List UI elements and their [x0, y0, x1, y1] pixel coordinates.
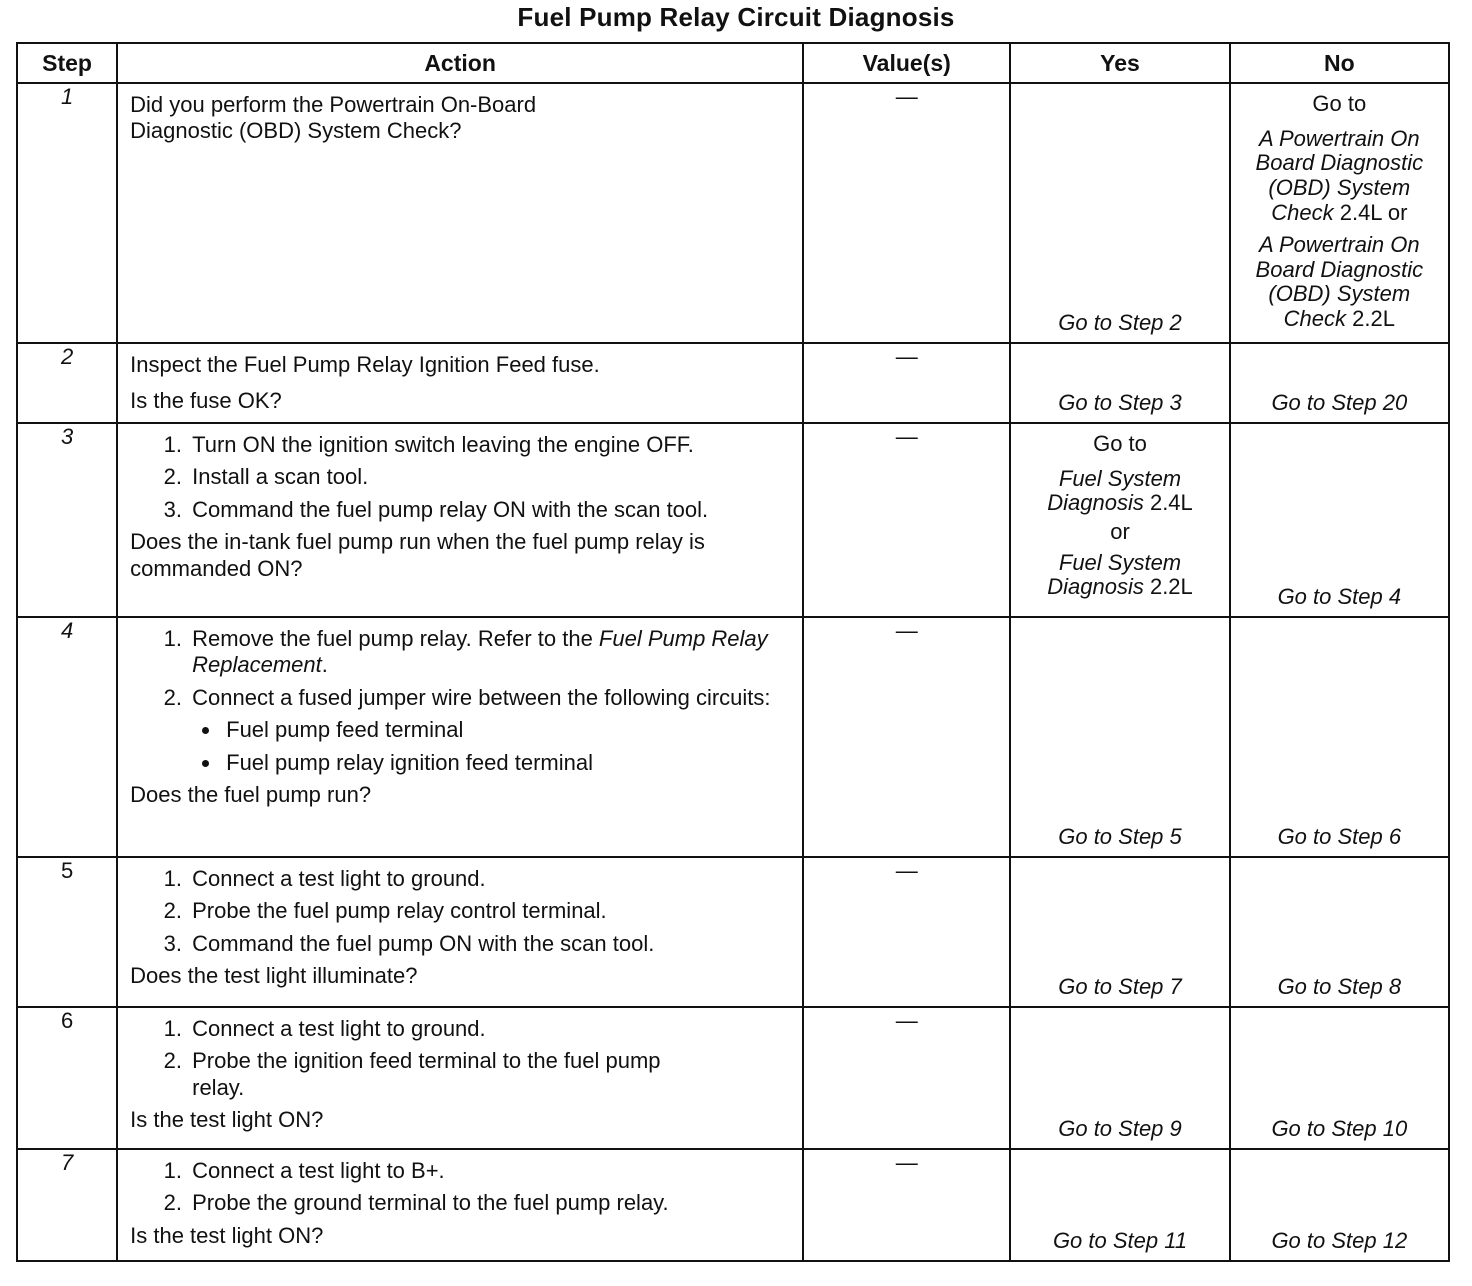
no-ref-link[interactable]: A Powertrain On Board Diagnostic (OBD) System Check: [1255, 232, 1424, 331]
value-cell: —: [803, 857, 1010, 1007]
header-step: Step: [17, 43, 117, 83]
action-step: 2. Probe the ignition feed terminal to the fuel pump relay.: [188, 1048, 708, 1101]
table-row: [17, 423, 1449, 617]
step-number: 6: [17, 1007, 117, 1149]
action-cell: [117, 423, 803, 617]
no-cell: [1230, 857, 1449, 1007]
action-step: 1. Connect a test light to ground.: [188, 1016, 708, 1042]
no-goto: Go to Step 20: [1271, 390, 1408, 415]
yes-ref-link[interactable]: Fuel System Diagnosis: [1047, 549, 1182, 600]
action-text: Inspect the Fuel Pump Relay Ignition Feed fuse.: [130, 352, 600, 377]
action-step: 2. Install a scan tool.: [188, 464, 792, 490]
yes-cell: [1010, 343, 1229, 423]
yes-cell: [1010, 83, 1229, 343]
table-row: [17, 857, 1449, 1007]
action-step: 1. Turn ON the ignition switch leaving the engine OFF.: [188, 432, 792, 458]
yes-cell: [1010, 1149, 1229, 1261]
action-step: 1. Connect a test light to B+.: [188, 1158, 792, 1184]
action-question: Is the fuse OK?: [130, 388, 282, 414]
yes-goto-label: Go to: [1093, 431, 1147, 456]
action-cell: [117, 343, 803, 423]
header-values: Value(s): [803, 43, 1010, 83]
action-cell: [117, 617, 803, 857]
action-question: Does the test light illuminate?: [130, 963, 418, 989]
yes-goto: Go to Step 5: [1058, 824, 1182, 849]
action-question: Is the test light ON?: [130, 1222, 324, 1248]
action-step: 3. Command the fuel pump ON with the scan tool.: [188, 931, 792, 957]
action-step: [188, 626, 792, 679]
yes-cell: [1010, 617, 1229, 857]
no-goto: Go to Step 4: [1277, 584, 1402, 609]
value-cell: —: [803, 1007, 1010, 1149]
no-cell: [1230, 83, 1449, 343]
action-question: Does the in-tank fuel pump run when the fuel pump relay is commanded ON?: [130, 529, 705, 581]
action-step: 2. Probe the fuel pump relay control terminal.: [188, 898, 792, 924]
table-row: [17, 343, 1449, 423]
diagnosis-table: [16, 42, 1450, 1262]
value-cell: —: [803, 617, 1010, 857]
action-step-end: .: [321, 652, 328, 678]
table-row: [17, 1007, 1449, 1149]
step-number: 7: [17, 1149, 117, 1261]
action-step: 1. Connect a test light to ground.: [188, 866, 792, 892]
value-cell: —: [803, 423, 1010, 617]
action-step-text: Connect a fused jumper wire between the following circuits:: [192, 684, 771, 710]
header-row: [17, 43, 1449, 83]
yes-goto: Go to Step 11: [1052, 1228, 1188, 1253]
action-cell: [117, 1149, 803, 1261]
action-cell: [117, 857, 803, 1007]
header-action: Action: [117, 43, 803, 83]
no-ref-link[interactable]: A Powertrain On Board Diagnostic (OBD) System Check: [1255, 125, 1424, 225]
no-ref-suffix: 2.4L or: [1333, 199, 1408, 225]
value-cell: —: [803, 343, 1010, 423]
yes-cell: [1010, 423, 1229, 617]
step-number: 4: [17, 617, 117, 857]
value-cell: —: [803, 83, 1010, 343]
header-yes: Yes: [1010, 43, 1229, 83]
no-goto: Go to Step 12: [1271, 1228, 1408, 1253]
action-step: 3. Command the fuel pump relay ON with the scan tool.: [188, 497, 792, 523]
no-cell: [1230, 617, 1449, 857]
header-no: No: [1230, 43, 1449, 83]
yes-goto: Go to Step 2: [1058, 310, 1182, 335]
yes-goto: Go to Step 7: [1058, 974, 1182, 999]
table-row: [17, 617, 1449, 857]
value-cell: —: [803, 1149, 1010, 1261]
yes-goto: Go to Step 3: [1058, 390, 1182, 415]
yes-cell: [1010, 857, 1229, 1007]
action-step: [188, 685, 792, 776]
bullet-item: • Fuel pump feed terminal: [222, 717, 792, 743]
step-number: 1: [17, 83, 117, 343]
no-cell: [1230, 1007, 1449, 1149]
no-cell: [1230, 1149, 1449, 1261]
yes-cell: [1010, 1007, 1229, 1149]
no-goto: Go to Step 6: [1277, 824, 1402, 849]
step-number: 5: [17, 857, 117, 1007]
action-step: 2. Probe the ground terminal to the fuel pump relay.: [188, 1190, 792, 1216]
action-cell: [117, 1007, 803, 1149]
no-cell: [1230, 343, 1449, 423]
yes-ref-suffix: 2.4L: [1143, 490, 1193, 516]
table-row: [17, 1149, 1449, 1261]
step-number: 2: [17, 343, 117, 423]
action-step-text: Remove the fuel pump relay. Refer to the: [192, 626, 599, 651]
no-ref-suffix: 2.2L: [1346, 306, 1395, 331]
step-number: 3: [17, 423, 117, 617]
yes-goto: Go to Step 9: [1058, 1116, 1182, 1141]
no-goto-label: Go to: [1312, 91, 1367, 116]
yes-ref-link[interactable]: Fuel System Diagnosis: [1047, 465, 1182, 516]
action-cell: [117, 83, 803, 343]
page-title: Fuel Pump Relay Circuit Diagnosis: [517, 2, 955, 32]
action-question: Is the test light ON?: [130, 1107, 324, 1133]
table-row: [17, 83, 1449, 343]
relay-replacement-link[interactable]: Fuel Pump Relay Replacement: [192, 626, 768, 678]
no-goto: Go to Step 8: [1277, 974, 1402, 999]
yes-or: or: [1110, 518, 1130, 544]
action-question: Does the fuel pump run?: [130, 781, 372, 807]
yes-ref-suffix: 2.2L: [1143, 574, 1193, 600]
no-cell: [1230, 423, 1449, 617]
no-goto: Go to Step 10: [1271, 1116, 1408, 1141]
bullet-item: • Fuel pump relay ignition feed terminal: [222, 750, 792, 776]
action-text: Did you perform the Powertrain On-Board Diagnostic (OBD) System Check?: [130, 92, 537, 144]
